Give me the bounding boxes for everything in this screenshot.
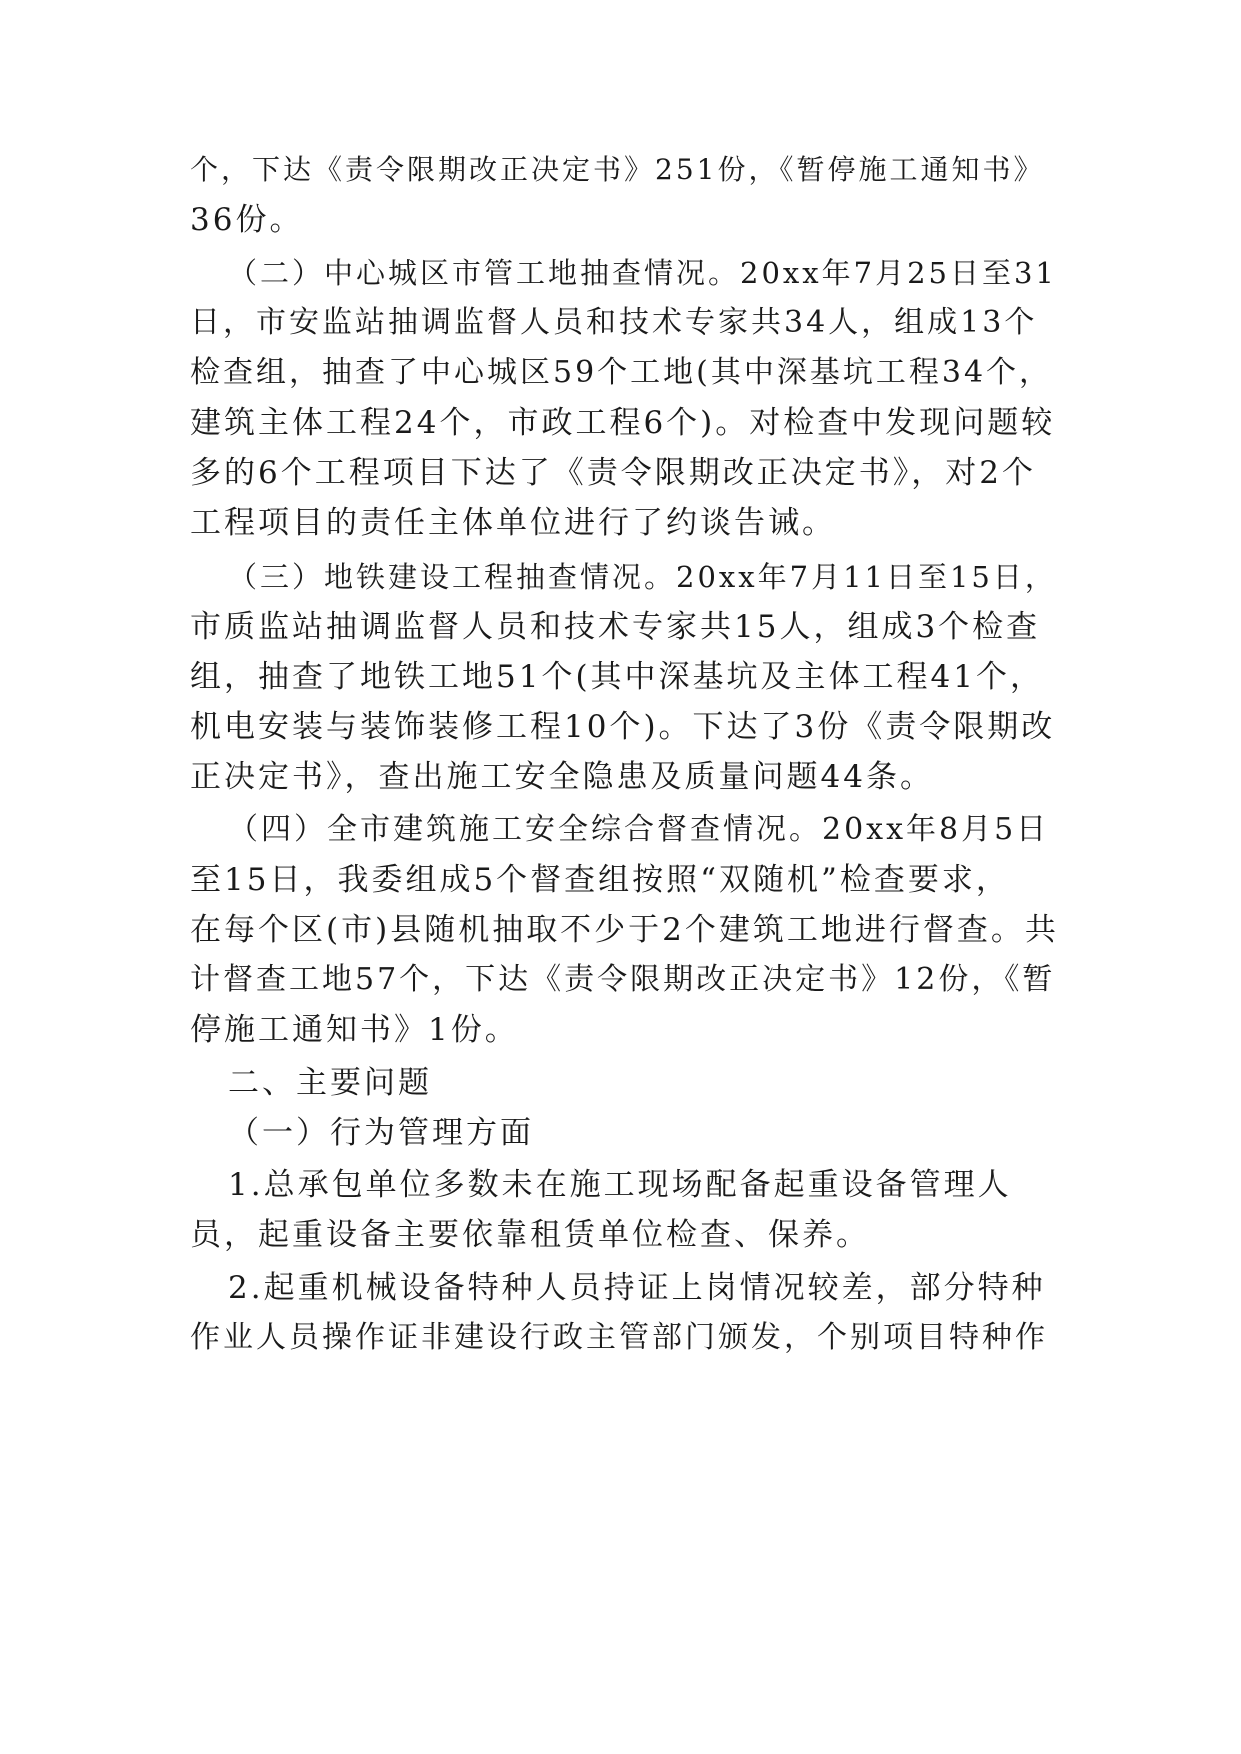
- text-line: 检查组，抽查了中心城区59个工地(其中深基坑工程34个，: [190, 355, 1053, 390]
- text-line: 停施工通知书》1份。: [190, 1012, 519, 1048]
- text-line: 组，抽查了地铁工地51个(其中深基坑及主体工程41个，: [190, 659, 1044, 695]
- subsection-heading: （一）行为管理方面: [228, 1115, 534, 1151]
- text-line: 个，下达《责令限期改正决定书》251份，《暂停施工通知书》: [190, 153, 1045, 186]
- text-line: 多的6个工程项目下达了《责令限期改正决定书》，对2个: [190, 455, 1036, 491]
- text-line: 日，市安监站抽调监督人员和技术专家共34人，组成13个: [190, 305, 1038, 340]
- section-heading: 二、主要问题: [228, 1065, 432, 1101]
- text-line: （四）全市建筑施工安全综合督查情况。20xx年8月5日: [228, 812, 1050, 847]
- text-line: 36份。: [190, 202, 304, 238]
- text-line: 市质监站抽调监督人员和技术专家共15人，组成3个检查: [190, 609, 1041, 645]
- text-line: 正决定书》，查出施工安全隐患及质量问题44条。: [190, 759, 934, 795]
- text-line: 至15日，我委组成5个督查组按照“双随机”检查要求，: [190, 862, 1010, 898]
- text-line: 1.总承包单位多数未在施工现场配备起重设备管理人: [228, 1167, 1012, 1203]
- text-line: 员，起重设备主要依靠租赁单位检查、保养。: [190, 1217, 870, 1253]
- text-line: 2.起重机械设备特种人员持证上岗情况较差，部分特种: [228, 1270, 1046, 1306]
- text-line: 计督查工地57个，下达《责令限期改正决定书》12份，《暂: [190, 962, 1056, 997]
- text-line: 机电安装与装饰装修工程10个)。下达了3份《责令限期改: [190, 709, 1056, 745]
- text-line: 在每个区(市)县随机抽取不少于2个建筑工地进行督查。共: [190, 912, 1059, 948]
- text-line: 工程项目的责任主体单位进行了约谈告诫。: [190, 505, 836, 541]
- text-line: （三）地铁建设工程抽查情况。20xx年7月11日至15日，: [228, 560, 1057, 594]
- text-line: （二）中心城区市管工地抽查情况。20xx年7月25日至31: [228, 256, 1057, 290]
- text-line: 建筑主体工程24个，市政工程6个)。对检查中发现问题较: [190, 405, 1056, 441]
- text-line: 作业人员操作证非建设行政主管部门颁发，个别项目特种作: [190, 1320, 1048, 1355]
